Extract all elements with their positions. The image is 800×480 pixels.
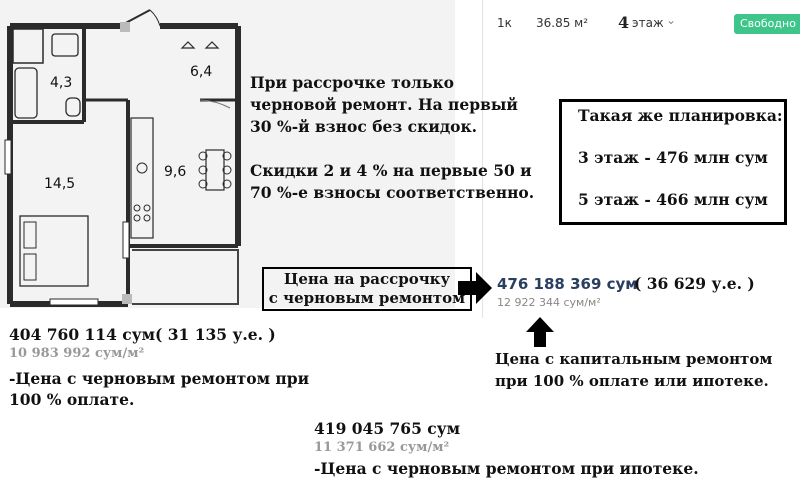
note-line: Скидки 2 и 4 % на первые 50 и — [250, 161, 532, 180]
rooms-count: 1к — [497, 16, 512, 30]
rough-mortgage-per-m2: 11 371 662 сум/м² — [314, 440, 450, 455]
note-line: 70 %-е взносы соответственно. — [250, 183, 535, 202]
room-label-hall: 6,4 — [190, 64, 213, 80]
desc-line: -Цена с черновым ремонтом при — [9, 369, 310, 388]
floor-label[interactable]: этаж — [632, 16, 664, 30]
note-line: при 100 % оплате или ипотеке. — [495, 372, 769, 390]
installment-note — [250, 72, 534, 204]
main-price-note — [495, 348, 772, 392]
same-layout-box — [559, 99, 787, 225]
rough-full-usd: ( 31 135 у.е. ) — [155, 325, 276, 344]
main-price: 476 188 369 сум — [497, 275, 638, 293]
note-line: Цена с капитальным ремонтом — [495, 350, 773, 368]
same-layout-floor5: 5 этаж - 466 млн сум — [578, 190, 768, 209]
arrow-right-icon — [456, 270, 494, 306]
same-layout-floor3: 3 этаж - 476 млн сум — [578, 148, 768, 167]
apartment-area: 36.85 м² — [536, 16, 589, 30]
same-layout-title: Такая же планировка: — [578, 106, 783, 125]
note-line — [250, 138, 534, 160]
note-line: При рассрочке только — [250, 73, 455, 92]
installment-callout — [262, 267, 472, 311]
chevron-down-icon[interactable]: ⌄ — [666, 13, 677, 27]
main-price-usd: ( 36 629 у.е. ) — [634, 274, 755, 293]
callout-line: Цена на рассрочку — [283, 270, 451, 288]
rough-full-desc — [9, 368, 309, 410]
rough-mortgage-price: 419 045 765 сум — [314, 419, 461, 438]
note-line: черновой ремонт. На первый — [250, 95, 518, 114]
floor-number[interactable]: 4 — [618, 13, 630, 32]
main-price-per-m2: 12 922 344 сум/м² — [497, 296, 601, 309]
room-label-bedroom: 14,5 — [44, 176, 76, 192]
callout-line: с черновым ремонтом — [268, 289, 466, 307]
rough-full-price: 404 760 114 сум — [9, 325, 156, 344]
arrow-up-icon — [525, 316, 555, 348]
desc-line: 100 % оплате. — [9, 390, 135, 409]
note-line: 30 %-й взнос без скидок. — [250, 117, 478, 136]
rough-full-per-m2: 10 983 992 сум/м² — [9, 346, 145, 361]
room-label-bathroom: 4,3 — [50, 75, 73, 91]
rough-mortgage-desc: -Цена с черновым ремонтом при ипотеке. — [314, 459, 699, 478]
room-label-kitchen: 9,6 — [164, 164, 187, 180]
status-badge: Свободно — [734, 14, 800, 34]
